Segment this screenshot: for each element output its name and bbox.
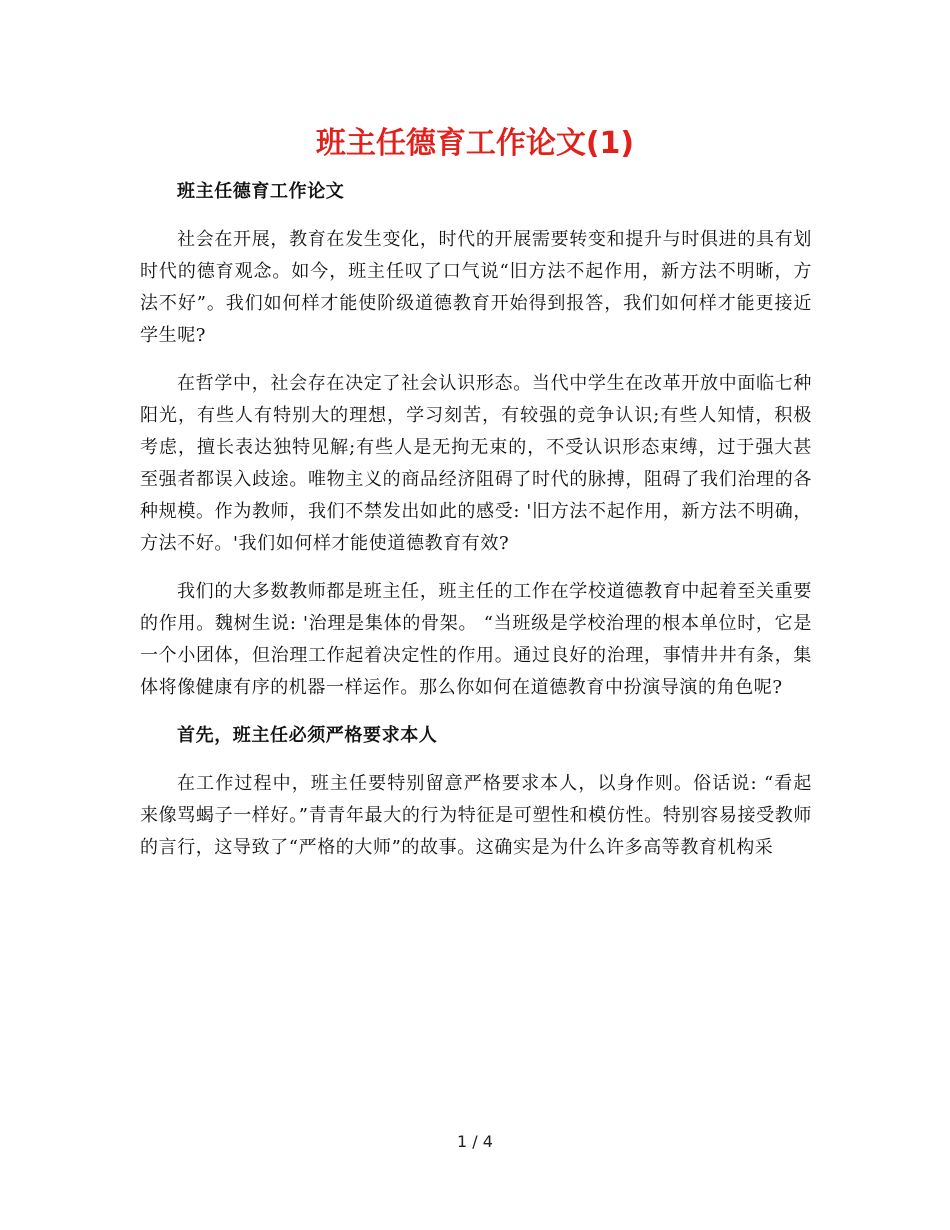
page-number: 1 / 4 bbox=[457, 1132, 493, 1151]
paragraph-heading: 班主任德育工作论文 bbox=[177, 181, 345, 202]
paragraph-heading: 首先，班主任必须严格要求本人 bbox=[177, 725, 438, 746]
document-body bbox=[140, 176, 812, 864]
document-title: 班主任德育工作论文(1) bbox=[315, 126, 635, 161]
paragraph: 社会在开展，教育在发生变化，时代的开展需要转变和提升与时俱进的具有划时代的德育观念。如今，班主任叹了口气说“旧方法不起作用，新方法不明晰，方法不好”。我们如何样才能使阶级道德教育开始得到报答，我们如何样才能更接近学生呢? bbox=[140, 229, 812, 346]
paragraph: 在哲学中，社会存在决定了社会认识形态。当代中学生在改革开放中面临七种阳光，有些人有特别大的理想，学习刻苦，有较强的竞争认识;有些人知情，积极考虑，擅长表达独特见解;有些人是无拘无束的，不受认识形态束缚，过于强大甚至强者都误入歧途。唯物主义的商品经济阻碍了时代的脉搏，阻碍了我们治理的各种规模。作为教师，我们不禁发出如此的感受: '旧方法不起作用，新方法不明确，方法不好。'我们如何样才能使道德教育有效? bbox=[140, 373, 812, 554]
paragraph: 我们的大多数教师都是班主任，班主任的工作在学校道德教育中起着至关重要的作用。魏树生说: '治理是集体的骨架。 “当班级是学校治理的根本单位时，它是一个小团体，但治理工作起着决定性的作用。通过良好的治理，事情井井有条，集体将像健康有序的机器一样运作。那么你如何在道德教育中扮演导演的角色呢? bbox=[140, 581, 812, 698]
paragraph: 在工作过程中，班主任要特别留意严格要求本人，以身作则。俗话说: “看起来像骂蝎子一样好。”青青年最大的行为特征是可塑性和模仿性。特别容易接受教师的言行，这导致了“严格的大师”的故事。这确实是为什么许多高等教育机构采 bbox=[140, 773, 812, 858]
